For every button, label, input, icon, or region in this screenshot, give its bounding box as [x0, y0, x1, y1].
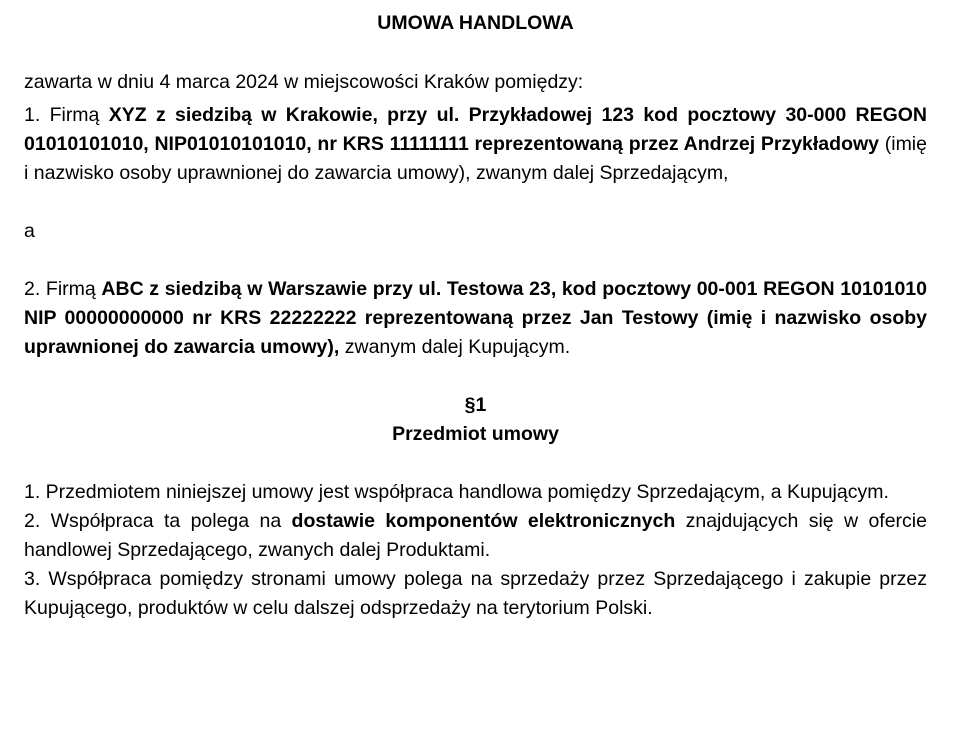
party-buyer-suffix: zwanym dalej Kupującym.	[339, 336, 571, 358]
section-item-2	[24, 507, 927, 565]
party-seller-suffix: (imię i nazwisko osoby uprawnionej do zawarcia umowy), zwanym dalej Sprzedającym,	[24, 133, 927, 184]
party-buyer	[24, 275, 927, 362]
spacer	[24, 246, 927, 275]
spacer	[24, 188, 927, 217]
section-item-3: 3. Współpraca pomiędzy stronami umowy polega na sprzedaży przez Sprzedającego i zakupie przez Kupującego, produktów w celu dalszej odsprzedaży na terytorium Polski.	[24, 568, 927, 619]
party-seller-details: XYZ z siedzibą w Krakowie, przy ul. Przykładowej 123 kod pocztowy 30-000 REGON 01010101010, NIP01010101010, nr KRS 11111111 reprezentowaną przez Andrzej Przykładowy	[24, 104, 927, 155]
section-item-1: 1. Przedmiotem niniejszej umowy jest współpraca handlowa pomiędzy Sprzedającym, a Kupującym.	[24, 481, 889, 503]
spacer	[24, 362, 927, 391]
section-item-2-bold: dostawie komponentów elektronicznych	[291, 510, 676, 532]
party-seller	[24, 101, 927, 188]
contract-intro: zawarta w dniu 4 marca 2024 w miejscowości Kraków pomiędzy:	[24, 71, 584, 93]
party-buyer-prefix: 2. Firmą	[24, 278, 102, 300]
spacer	[24, 449, 927, 478]
section-item-2-suffix: znajdujących się w ofercie handlowej Sprzedającego, zwanych dalej Produktami.	[24, 510, 927, 561]
conjunction-text: a	[24, 220, 35, 242]
section-item-2-prefix: 2. Współpraca ta polega na	[24, 510, 292, 532]
party-seller-prefix: 1. Firmą	[24, 104, 109, 126]
section-heading: Przedmiot umowy	[392, 423, 559, 445]
document-title: UMOWA HANDLOWA	[377, 12, 574, 34]
party-buyer-details: ABC z siedzibą w Warszawie przy ul. Testowa 23, kod pocztowy 00-001 REGON 10101010 NIP 00000000000 nr KRS 22222222 reprezentowaną przez Jan Testowy (imię i nazwisko osoby uprawnionej do zawarcia umowy),	[24, 278, 927, 358]
section-number: §1	[464, 394, 487, 416]
